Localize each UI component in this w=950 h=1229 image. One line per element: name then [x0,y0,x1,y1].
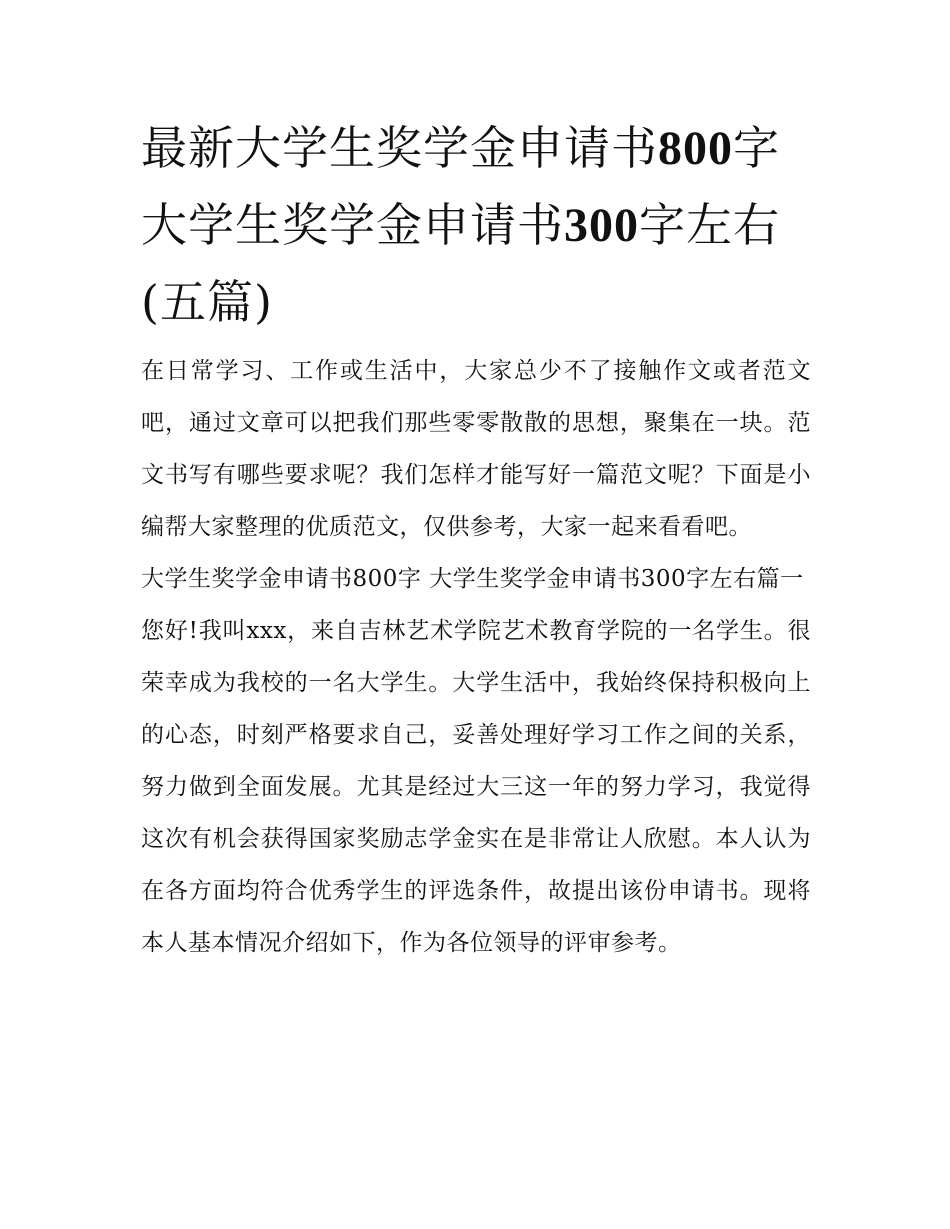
title-number-800: 800 [658,122,733,175]
section-heading: 大学生奖学金申请书800字 大学生奖学金申请书300字左右篇一 [141,566,804,592]
title-part-e: 字左右(五篇) [141,198,780,329]
title-part-c: 字 大学生奖学金申请书 [141,121,780,252]
body-paragraph: 您好!我叫xxx，来自吉林艺术学院艺术教育学院的一名学生。很荣幸成为我校的一名大学生。大学生活中，我始终保持积极向上的心态，时刻严格要求自己，妥善处理好学习工作之间的关系，努力做到全面发展。尤其是经过大三这一年的努力学习，我觉得这次有机会获得国家奖励志学金实在是非常让人欣慰。本人认为在各方面均符合优秀学生的评选条件，故提出该份申请书。现将本人基本情况介绍如下，作为各位领导的评审参考。 [141,618,811,956]
title-part-a: 最新大学生奖学金申请书 [141,121,658,175]
intro-paragraph: 在日常学习、工作或生活中，大家总少不了接触作文或者范文吧，通过文章可以把我们那些零零散散的思想，聚集在一块。范文书写有哪些要求呢？我们怎样才能写好一篇范文呢？下面是小编帮大家整理的优质范文，仅供参考，大家一起来看看吧。 [141,358,811,540]
document-page [141,110,811,969]
document-title [141,110,811,341]
title-number-300: 300 [564,199,639,252]
